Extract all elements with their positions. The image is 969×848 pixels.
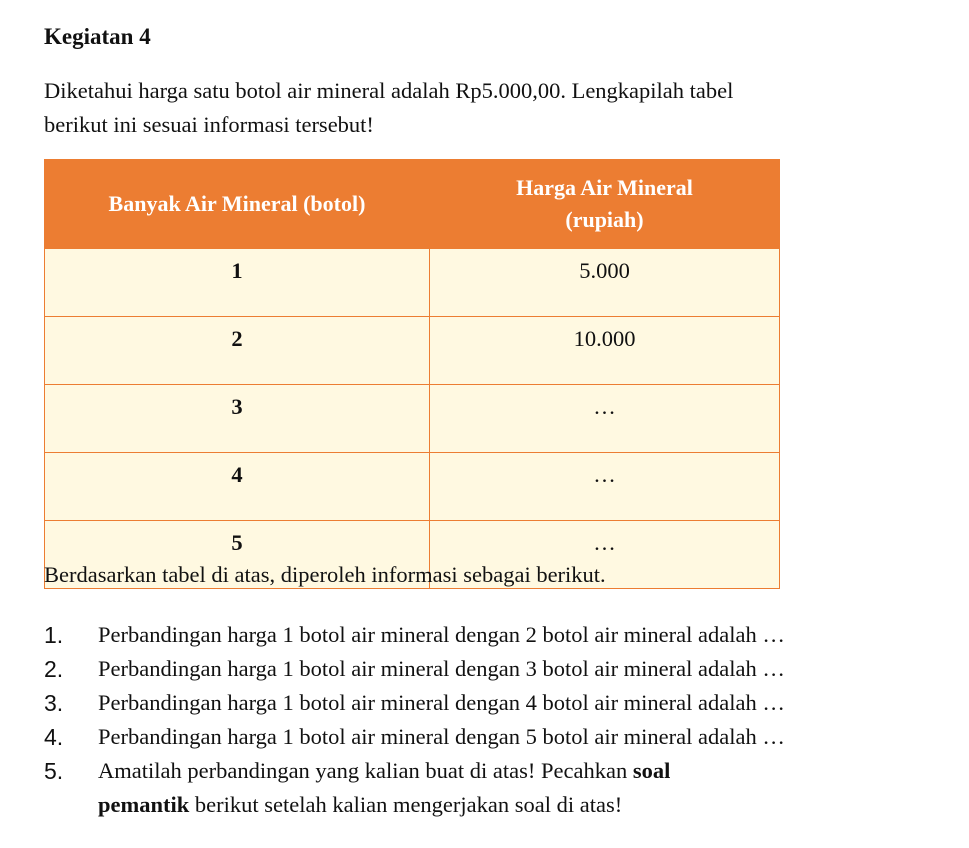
cell-qty: 5	[45, 521, 430, 589]
question-list	[44, 618, 934, 822]
table-row	[45, 385, 780, 453]
list-item	[44, 618, 934, 652]
header-quantity: Banyak Air Mineral (botol)	[45, 160, 430, 249]
question-number: 5.	[44, 758, 64, 784]
question-text: Perbandingan harga 1 botol air mineral dengan 2 botol air mineral adalah …	[98, 622, 785, 647]
question-text: Amatilah perbandingan yang kalian buat di atas! Pecahkan soal pemantik berikut setelah kalian mengerjakan soal di atas!	[98, 758, 671, 817]
question-text: Perbandingan harga 1 botol air mineral dengan 4 botol air mineral adalah …	[98, 690, 785, 715]
question-number: 4.	[44, 724, 64, 750]
intro-paragraph	[44, 74, 924, 142]
question-text: Perbandingan harga 1 botol air mineral dengan 5 botol air mineral adalah …	[98, 724, 785, 749]
list-item	[44, 652, 934, 686]
cell-price: …	[430, 453, 780, 521]
intro-line-1: Diketahui harga satu botol air mineral adalah Rp5.000,00. Lengkapilah tabel	[44, 78, 734, 103]
table-row	[45, 249, 780, 317]
cell-qty: 4	[45, 453, 430, 521]
question-number: 2.	[44, 656, 64, 682]
table-row	[45, 453, 780, 521]
cell-price: …	[430, 521, 780, 589]
question-number: 3.	[44, 690, 64, 716]
cell-price: 10.000	[430, 317, 780, 385]
table-row	[45, 317, 780, 385]
cell-qty: 1	[45, 249, 430, 317]
question-number: 1.	[44, 622, 64, 648]
list-item	[44, 686, 934, 720]
page-title: Kegiatan 4	[44, 24, 151, 49]
intro-line-2: berikut ini sesuai informasi tersebut!	[44, 112, 374, 137]
price-table	[44, 159, 780, 589]
cell-price: …	[430, 385, 780, 453]
cell-qty: 2	[45, 317, 430, 385]
table-header-row	[45, 160, 780, 249]
header-price: Harga Air Mineral (rupiah)	[430, 160, 780, 249]
summary-text: Berdasarkan tabel di atas, diperoleh informasi sebagai berikut.	[44, 562, 606, 587]
list-item	[44, 720, 934, 754]
cell-price: 5.000	[430, 249, 780, 317]
cell-qty: 3	[45, 385, 430, 453]
question-text: Perbandingan harga 1 botol air mineral dengan 3 botol air mineral adalah …	[98, 656, 785, 681]
list-item	[44, 754, 934, 822]
